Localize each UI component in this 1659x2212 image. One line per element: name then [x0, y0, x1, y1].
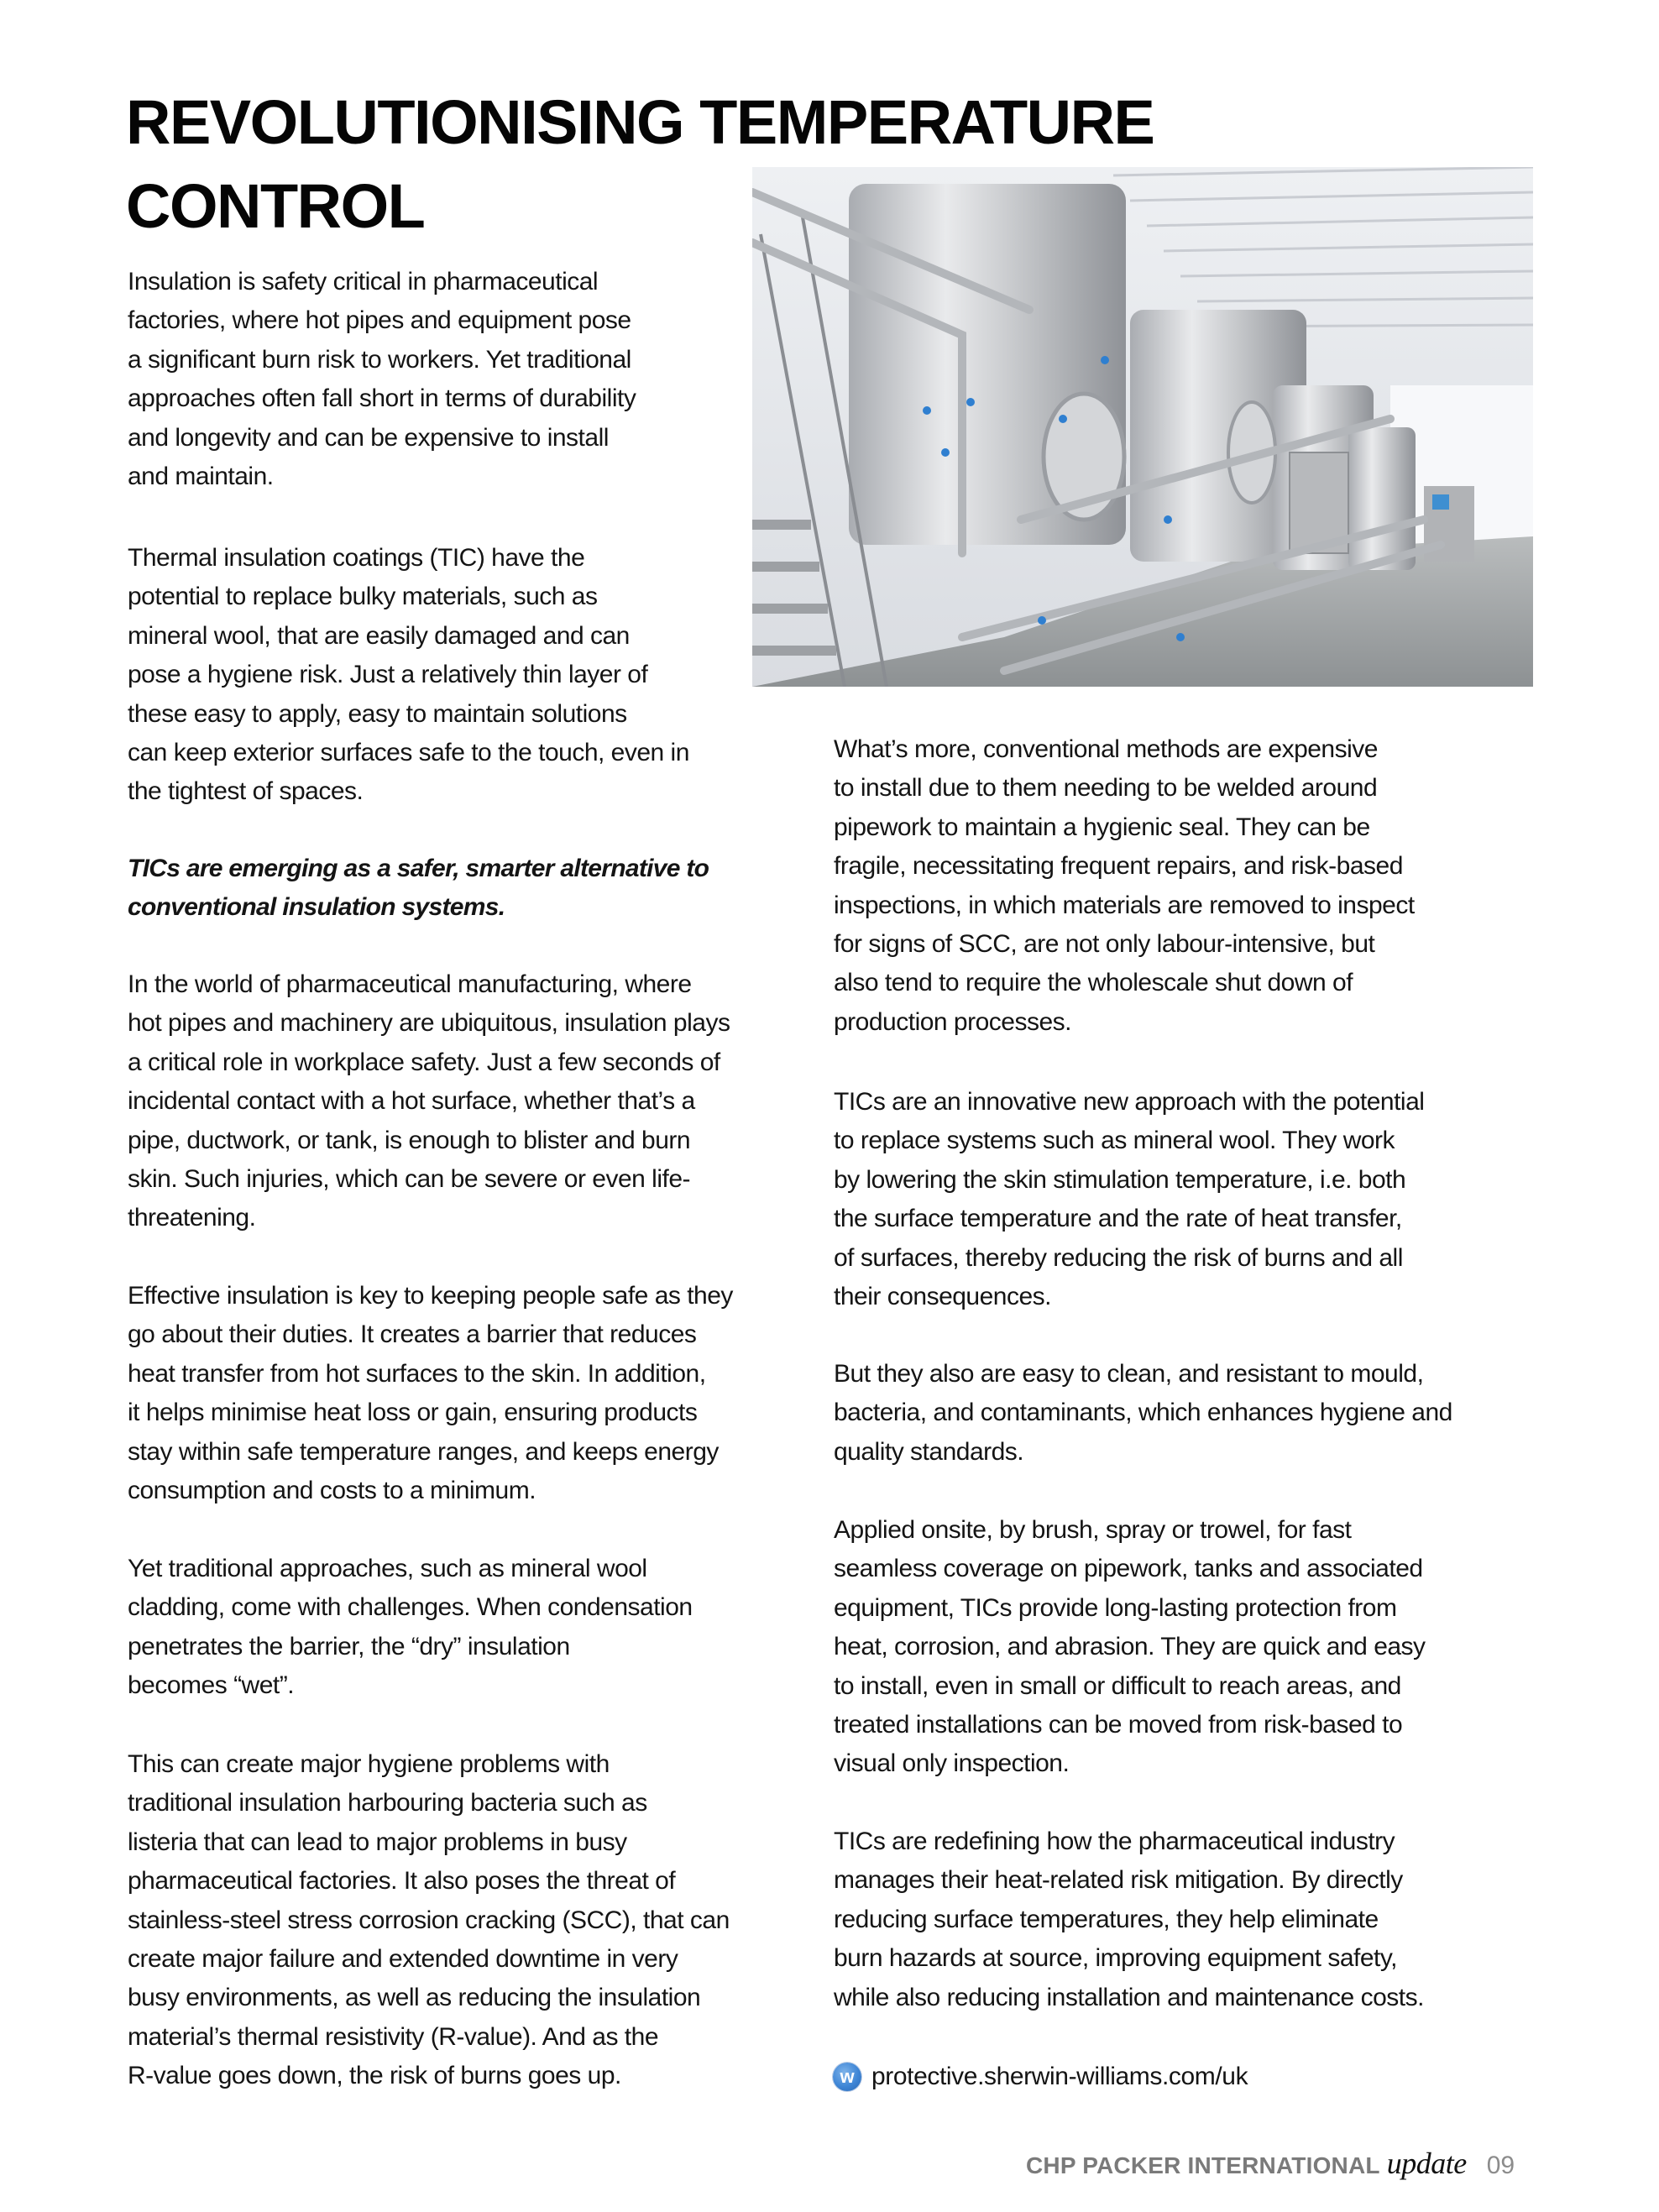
text-line: by lowering the skin stimulation temperature, i.e. both — [834, 1165, 1406, 1194]
text-line: traditional insulation harbouring bacteria such as — [128, 1789, 647, 1817]
text-line: TICs are emerging as a safer, smarter alternative to — [128, 855, 709, 882]
text-line: pharmaceutical factories. It also poses the threat of — [128, 1867, 676, 1896]
left-paragraph-1 — [128, 263, 636, 496]
left-paragraph-3 — [128, 965, 730, 1238]
text-line: to install due to them needing to be welded around — [834, 774, 1378, 803]
text-line: visual only inspection. — [834, 1749, 1070, 1778]
right-paragraph-3 — [834, 1355, 1452, 1472]
text-line: the surface temperature and the rate of heat transfer, — [834, 1205, 1402, 1233]
text-line: skin. Such injuries, which can be severe or even life- — [128, 1165, 691, 1194]
right-paragraph-4 — [834, 1511, 1426, 1784]
text-line: a significant burn risk to workers. Yet traditional — [128, 345, 631, 374]
left-paragraph-2 — [128, 539, 689, 812]
left-paragraph-4 — [128, 1277, 733, 1510]
text-line: heat transfer from hot surfaces to the skin. In addition, — [128, 1359, 706, 1388]
factory-photo — [752, 167, 1533, 687]
text-line: potential to replace bulky materials, such as — [128, 583, 598, 611]
text-line: of surfaces, thereby reducing the risk of burns and all — [834, 1243, 1403, 1272]
website-url[interactable]: protective.sherwin-williams.com/uk — [871, 2063, 1248, 2090]
text-line: to install, even in small or difficult to reach areas, and — [834, 1671, 1401, 1700]
web-globe-icon: w — [833, 2063, 861, 2091]
text-line: bacteria, and contaminants, which enhances hygiene and — [834, 1399, 1452, 1427]
text-line: to replace systems such as mineral wool. They work — [834, 1127, 1395, 1155]
text-line: the tightest of spaces. — [128, 777, 364, 806]
pull-quote — [128, 850, 709, 928]
website-link[interactable] — [833, 2058, 1248, 2096]
text-line: threatening. — [128, 1204, 256, 1232]
text-line: treated installations can be moved from risk-based to — [834, 1711, 1403, 1739]
text-line: inspections, in which materials are removed to inspect — [834, 891, 1415, 919]
text-line: and maintain. — [128, 463, 274, 491]
text-line: hot pipes and machinery are ubiquitous, insulation plays — [128, 1009, 730, 1038]
text-line: TICs are redefining how the pharmaceutical industry — [834, 1828, 1395, 1855]
text-line: create major failure and extended downtime in very — [128, 1945, 678, 1974]
text-line: stay within safe temperature ranges, and keeps energy — [128, 1437, 719, 1466]
text-line: This can create major hygiene problems with — [128, 1750, 610, 1778]
text-line: burn hazards at source, improving equipment safety, — [834, 1944, 1397, 1973]
text-line: material’s thermal resistivity (R-value). And as the — [128, 2022, 659, 2051]
text-line: while also reducing installation and maintenance costs. — [834, 1983, 1424, 2011]
text-line: approaches often fall short in terms of durability — [128, 384, 636, 413]
text-line: and longevity and can be expensive to install — [128, 423, 609, 452]
text-line: Yet traditional approaches, such as mineral wool — [128, 1555, 647, 1582]
text-line: also tend to require the wholescale shut down of — [834, 969, 1353, 997]
text-line: busy environments, as well as reducing the insulation — [128, 1984, 701, 2012]
text-line: their consequences. — [834, 1283, 1052, 1311]
publication-name: CHP PACKER INTERNATIONAL — [1026, 2152, 1380, 2178]
edition-script-label: update — [1386, 2147, 1467, 2180]
left-paragraph-5 — [128, 1550, 693, 1706]
text-line: factories, where hot pipes and equipment pose — [128, 306, 631, 335]
text-line: for signs of SCC, are not only labour-intensive, but — [834, 930, 1375, 959]
right-paragraph-2 — [834, 1083, 1424, 1316]
text-line: equipment, TICs provide long-lasting protection from — [834, 1593, 1397, 1622]
text-line: reducing surface temperatures, they help eliminate — [834, 1905, 1379, 1933]
text-line: go about their duties. It creates a barrier that reduces — [128, 1320, 697, 1349]
text-line: a critical role in workplace safety. Just a few seconds of — [128, 1048, 720, 1076]
text-line: penetrates the barrier, the “dry” insulation — [128, 1632, 570, 1660]
text-line: TICs are an innovative new approach with the potential — [834, 1088, 1425, 1116]
text-line: R-value goes down, the risk of burns goes up. — [128, 2062, 621, 2090]
right-paragraph-5 — [834, 1822, 1424, 2017]
right-paragraph-1 — [834, 730, 1415, 1042]
text-line: manages their heat-related risk mitigation. By directly — [834, 1866, 1403, 1895]
article-title-line-1: REVOLUTIONISING TEMPERATURE — [126, 87, 1154, 157]
text-line: can keep exterior surfaces safe to the touch, even in — [128, 739, 689, 767]
text-line: Thermal insulation coatings (TIC) have the — [128, 544, 585, 572]
text-line: pose a hygiene risk. Just a relatively thin layer of — [128, 661, 648, 689]
text-line: seamless coverage on pipework, tanks and associated — [834, 1555, 1423, 1583]
text-line: Effective insulation is key to keeping people safe as they — [128, 1282, 733, 1310]
text-line: cladding, come with challenges. When condensation — [128, 1593, 693, 1622]
page-number: 09 — [1486, 2152, 1515, 2179]
text-line: But they also are easy to clean, and resistant to mould, — [834, 1360, 1424, 1388]
text-line: In the world of pharmaceutical manufacturing, where — [128, 970, 692, 998]
text-line: it helps minimise heat loss or gain, ensuring products — [128, 1399, 698, 1427]
text-line: Insulation is safety critical in pharmaceutical — [128, 268, 599, 295]
page-footer — [1026, 2146, 1515, 2179]
text-line: Applied onsite, by brush, spray or trowel, for fast — [834, 1516, 1352, 1544]
text-line: pipe, ductwork, or tank, is enough to blister and burn — [128, 1126, 691, 1154]
text-line: stainless-steel stress corrosion cracking (SCC), that can — [128, 1906, 730, 1934]
text-line: incidental contact with a hot surface, whether that’s a — [128, 1087, 695, 1116]
article-title-line-2: CONTROL — [126, 171, 425, 241]
text-line: quality standards. — [834, 1437, 1024, 1466]
text-line: these easy to apply, easy to maintain solutions — [128, 699, 627, 728]
left-paragraph-6 — [128, 1745, 730, 2096]
text-line: conventional insulation systems. — [128, 893, 505, 922]
text-line: What’s more, conventional methods are expensive — [834, 735, 1378, 763]
text-line: fragile, necessitating frequent repairs, and risk-based — [834, 852, 1403, 881]
text-line: pipework to maintain a hygienic seal. They can be — [834, 813, 1370, 841]
factory-photo-illustration — [752, 167, 1533, 687]
text-line: listeria that can lead to major problems in busy — [128, 1828, 627, 1856]
text-line: mineral wool, that are easily damaged and can — [128, 621, 630, 650]
text-line: consumption and costs to a minimum. — [128, 1477, 536, 1505]
text-line: becomes “wet”. — [128, 1671, 295, 1700]
text-line: heat, corrosion, and abrasion. They are quick and easy — [834, 1633, 1426, 1661]
text-line: production processes. — [834, 1007, 1071, 1036]
